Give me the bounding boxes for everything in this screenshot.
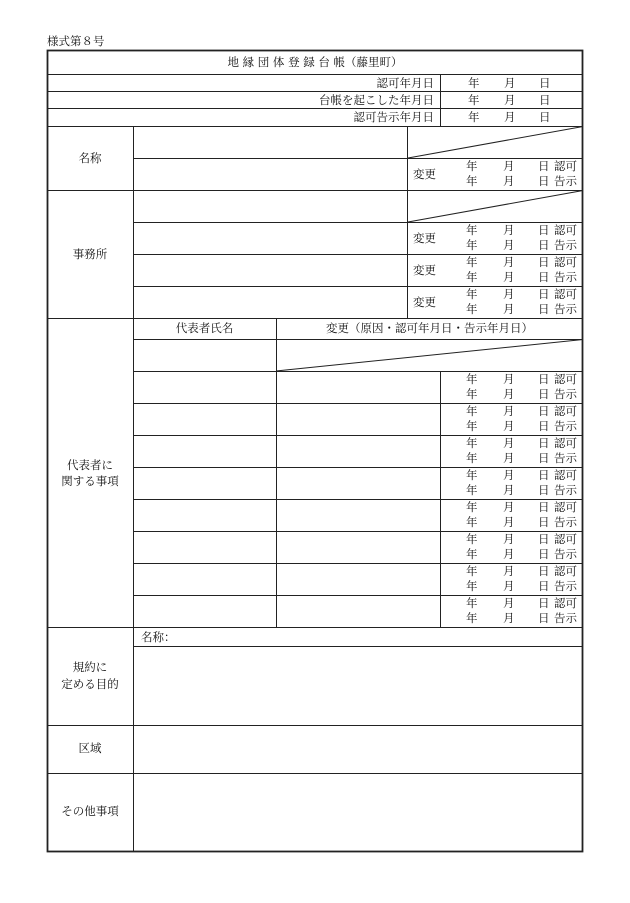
date-year: 年	[466, 287, 478, 301]
date-day: 日	[538, 302, 550, 316]
section-label-office: 事務所	[72, 247, 108, 261]
approval-label: 認可	[554, 564, 577, 578]
date-day: 日	[538, 223, 550, 237]
date-day: 日	[538, 404, 550, 418]
date-year: 年	[466, 564, 478, 578]
approval-label: 認可	[554, 596, 577, 610]
approval-label: 認可	[554, 500, 577, 514]
date-month: 月	[503, 483, 515, 497]
date-month: 月	[503, 611, 515, 625]
date-month: 月	[503, 436, 515, 450]
section-label-representative-2: 関する事項	[61, 474, 119, 488]
approval-label: 認可	[554, 468, 577, 482]
approval-label: 認可	[554, 436, 577, 450]
date-year: 年	[466, 255, 478, 269]
date-day: 日	[538, 596, 550, 610]
date-year: 年	[466, 436, 478, 450]
notice-label: 告示	[554, 387, 577, 401]
date-month: 月	[503, 270, 515, 284]
header-label-ledger-date: 台帳を起こした年月日	[319, 93, 434, 107]
notice-label: 告示	[554, 483, 577, 497]
change-label: 変更	[413, 295, 436, 309]
date-month: 月	[503, 515, 515, 529]
notice-label: 告示	[554, 302, 577, 316]
representative-change-header: 変更（原因・認可年月日・告示年月日）	[326, 321, 533, 335]
date-day: 日	[538, 436, 550, 450]
date-day: 日	[538, 468, 550, 482]
date-day: 日	[538, 255, 550, 269]
notice-label: 告示	[554, 547, 577, 561]
date-year: 年	[466, 419, 478, 433]
approval-label: 認可	[554, 223, 577, 237]
section-label-representative-1: 代表者に	[67, 458, 113, 472]
date-month: 月	[503, 500, 515, 514]
date-month: 月	[504, 110, 516, 124]
notice-label: 告示	[554, 579, 577, 593]
date-month: 月	[503, 532, 515, 546]
date-month: 月	[503, 255, 515, 269]
date-year: 年	[466, 174, 478, 188]
page-title: 地 縁 団 体 登 録 台 帳（藤里町）	[227, 55, 403, 69]
name-diagonal	[408, 127, 583, 159]
section-label-purpose-2: 定める目的	[61, 677, 119, 691]
change-label: 変更	[413, 167, 436, 181]
change-label: 変更	[413, 231, 436, 245]
notice-label: 告示	[554, 174, 577, 188]
date-day: 日	[538, 532, 550, 546]
section-label-area: 区域	[78, 741, 102, 755]
date-month: 月	[503, 451, 515, 465]
notice-label: 告示	[554, 611, 577, 625]
approval-label: 認可	[554, 532, 577, 546]
header-label-approval-date: 認可年月日	[376, 76, 434, 90]
date-month: 月	[503, 419, 515, 433]
representative-name-header: 代表者氏名	[175, 321, 234, 335]
date-day: 日	[538, 611, 550, 625]
date-day: 日	[538, 238, 550, 252]
section-label-other: その他事項	[61, 804, 119, 818]
date-year: 年	[468, 110, 480, 124]
date-day: 日	[538, 500, 550, 514]
date-day: 日	[538, 287, 550, 301]
date-year: 年	[466, 451, 478, 465]
date-year: 年	[466, 515, 478, 529]
notice-label: 告示	[554, 270, 577, 284]
date-day: 日	[538, 564, 550, 578]
date-year: 年	[466, 532, 478, 546]
date-year: 年	[466, 547, 478, 561]
date-month: 月	[503, 302, 515, 316]
approval-label: 認可	[554, 255, 577, 269]
office-diagonal	[408, 191, 583, 223]
date-day: 日	[538, 419, 550, 433]
date-month: 月	[503, 564, 515, 578]
date-year: 年	[468, 93, 480, 107]
change-label: 変更	[413, 263, 436, 277]
date-day: 日	[539, 93, 551, 107]
date-year: 年	[466, 387, 478, 401]
notice-label: 告示	[554, 419, 577, 433]
section-label-name: 名称	[78, 151, 102, 165]
date-month: 月	[503, 579, 515, 593]
date-month: 月	[504, 76, 516, 90]
notice-label: 告示	[554, 451, 577, 465]
date-day: 日	[538, 387, 550, 401]
date-year: 年	[466, 404, 478, 418]
date-day: 日	[539, 110, 551, 124]
date-day: 日	[538, 451, 550, 465]
approval-label: 認可	[554, 287, 577, 301]
date-year: 年	[466, 159, 478, 173]
date-year: 年	[466, 302, 478, 316]
date-year: 年	[466, 483, 478, 497]
approval-label: 認可	[554, 159, 577, 173]
date-year: 年	[466, 611, 478, 625]
date-month: 月	[503, 287, 515, 301]
date-day: 日	[538, 547, 550, 561]
date-day: 日	[538, 270, 550, 284]
date-day: 日	[538, 579, 550, 593]
date-year: 年	[466, 468, 478, 482]
date-month: 月	[503, 547, 515, 561]
date-year: 年	[466, 238, 478, 252]
date-month: 月	[503, 159, 515, 173]
date-month: 月	[503, 596, 515, 610]
notice-label: 告示	[554, 515, 577, 529]
date-year: 年	[466, 596, 478, 610]
approval-label: 認可	[554, 404, 577, 418]
date-year: 年	[466, 372, 478, 386]
date-month: 月	[503, 468, 515, 482]
date-day: 日	[538, 515, 550, 529]
date-month: 月	[503, 223, 515, 237]
section-label-purpose-1: 規約に	[72, 660, 108, 674]
date-year: 年	[466, 579, 478, 593]
date-month: 月	[503, 372, 515, 386]
date-year: 年	[466, 223, 478, 237]
date-day: 日	[538, 372, 550, 386]
date-year: 年	[468, 76, 480, 90]
purpose-name-label: 名称：	[141, 630, 176, 644]
date-year: 年	[466, 500, 478, 514]
date-day: 日	[538, 174, 550, 188]
date-year: 年	[466, 270, 478, 284]
date-month: 月	[503, 174, 515, 188]
notice-label: 告示	[554, 238, 577, 252]
date-month: 月	[504, 93, 516, 107]
representative-diagonal	[276, 340, 583, 372]
date-day: 日	[539, 76, 551, 90]
date-day: 日	[538, 159, 550, 173]
approval-label: 認可	[554, 372, 577, 386]
form-number: 様式第８号	[47, 34, 105, 48]
date-month: 月	[503, 238, 515, 252]
date-month: 月	[503, 387, 515, 401]
date-day: 日	[538, 483, 550, 497]
date-month: 月	[503, 404, 515, 418]
header-label-notice-date: 認可告示年月日	[353, 110, 434, 124]
